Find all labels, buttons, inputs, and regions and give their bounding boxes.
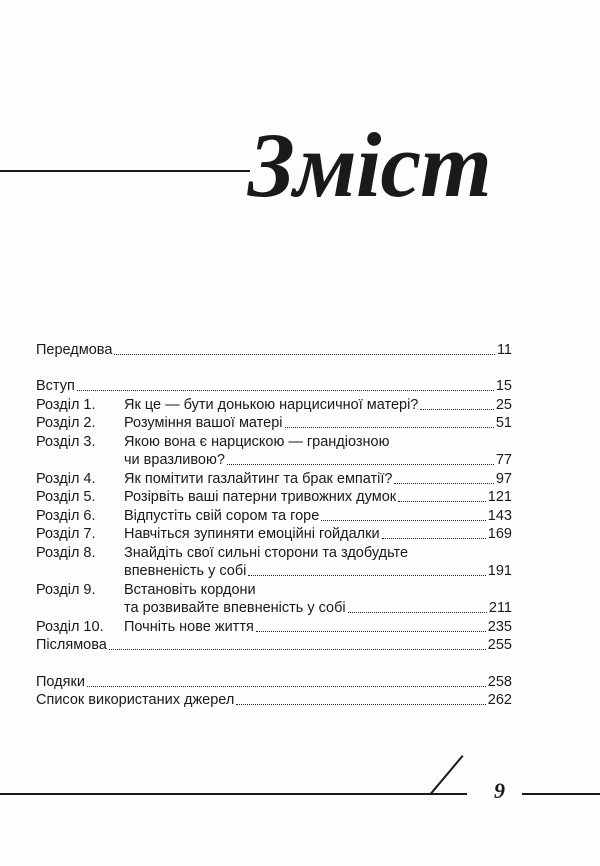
toc-entry-number: Розділ 6. xyxy=(36,507,96,524)
toc-entry-chapter-7[interactable] xyxy=(36,525,512,544)
dot-leader xyxy=(109,649,486,650)
toc-entry-intro[interactable] xyxy=(36,377,512,396)
toc-entry-number: Розділ 2. xyxy=(36,415,96,431)
toc-entry-title: Якою вона є нарцискою — грандіозною xyxy=(124,433,390,450)
toc-entry-page: 97 xyxy=(495,470,512,487)
toc-entry-page: 25 xyxy=(495,396,512,413)
page-number: 9 xyxy=(494,778,505,803)
toc-entry-title: Відпустіть свій сором та горе xyxy=(124,507,320,524)
toc-entry-page: 211 xyxy=(488,600,512,616)
toc-entry-title: Як помітити газлайтинг та брак емпатії? xyxy=(124,470,393,487)
toc-entry-chapter-2[interactable] xyxy=(36,414,512,433)
table-of-contents xyxy=(36,340,512,709)
toc-entry-page: 51 xyxy=(495,415,512,431)
toc-entry-afterword[interactable] xyxy=(36,636,512,655)
toc-entry-title: Післямова xyxy=(36,637,107,653)
dot-leader xyxy=(114,354,495,355)
dot-leader xyxy=(394,483,493,484)
toc-entry-title: Розірвіть ваші патерни тривожних думок xyxy=(124,489,397,505)
toc-entry-acknowledgements[interactable] xyxy=(36,672,512,691)
toc-entry-title-cont: чи вразливою? xyxy=(124,452,225,468)
toc-entry-number: Розділ 5. xyxy=(36,489,96,505)
toc-entry-page: 11 xyxy=(496,341,512,358)
toc-entry-number: Розділ 8. xyxy=(36,544,96,561)
dot-leader xyxy=(285,427,494,428)
toc-entry-chapter-3-cont[interactable] xyxy=(36,451,512,470)
dot-leader xyxy=(236,704,485,705)
footer-rule-left xyxy=(0,793,467,795)
toc-entry-title-cont: та розвивайте впевненість у собі xyxy=(124,600,346,616)
toc-entry-references[interactable] xyxy=(36,691,512,710)
toc-entry-title: Знайдіть свої сильні сторони та здобудьте xyxy=(124,544,409,561)
toc-entry-page: 191 xyxy=(487,563,512,579)
dot-leader xyxy=(420,409,494,410)
footer-slash xyxy=(430,755,464,795)
toc-entry-page: 143 xyxy=(487,507,512,524)
toc-entry-title: Як це — бути донькою нарцисичної матері? xyxy=(124,396,419,413)
dot-leader xyxy=(227,464,494,465)
toc-entry-title: Список використаних джерел xyxy=(36,692,235,708)
toc-entry-page: 121 xyxy=(487,489,512,505)
toc-entry-chapter-10[interactable] xyxy=(36,617,512,636)
toc-entry-number: Розділ 4. xyxy=(36,470,96,487)
toc-entry-number: Розділ 10. xyxy=(36,618,104,635)
toc-entry-chapter-9[interactable] xyxy=(36,580,512,599)
toc-entry-page: 255 xyxy=(487,637,512,653)
toc-entry-preface[interactable] xyxy=(36,340,512,359)
toc-entry-page: 15 xyxy=(495,378,512,394)
dot-leader xyxy=(398,501,486,502)
toc-entry-page: 169 xyxy=(487,526,512,542)
toc-entry-title: Подяки xyxy=(36,673,85,690)
toc-entry-chapter-9-cont[interactable] xyxy=(36,599,512,618)
toc-entry-page: 235 xyxy=(487,618,512,635)
dot-leader xyxy=(77,390,494,391)
toc-entry-title: Почніть нове життя xyxy=(124,618,254,635)
dot-leader xyxy=(248,575,485,576)
dot-leader xyxy=(348,612,487,613)
page-title: Зміст xyxy=(248,114,491,216)
toc-entry-number: Розділ 1. xyxy=(36,396,96,413)
toc-entry-chapter-3[interactable] xyxy=(36,432,512,451)
toc-entry-chapter-8[interactable] xyxy=(36,543,512,562)
toc-entry-number: Розділ 3. xyxy=(36,433,96,450)
toc-entry-title: Навчіться зупиняти емоційні гойдалки xyxy=(124,526,380,542)
toc-entry-chapter-8-cont[interactable] xyxy=(36,562,512,581)
toc-entry-number: Розділ 9. xyxy=(36,581,96,598)
toc-entry-chapter-1[interactable] xyxy=(36,395,512,414)
toc-entry-title: Встановіть кордони xyxy=(124,581,256,598)
dot-leader xyxy=(321,520,486,521)
dot-leader xyxy=(382,538,486,539)
dot-leader xyxy=(256,631,486,632)
toc-entry-page: 258 xyxy=(487,673,512,690)
toc-entry-page: 77 xyxy=(495,452,512,468)
toc-entry-title: Вступ xyxy=(36,378,75,394)
dot-leader xyxy=(87,686,486,687)
toc-entry-chapter-6[interactable] xyxy=(36,506,512,525)
footer-rule-right xyxy=(522,793,600,795)
toc-entry-chapter-5[interactable] xyxy=(36,488,512,507)
toc-entry-chapter-4[interactable] xyxy=(36,469,512,488)
toc-entry-title: Передмова xyxy=(36,341,113,358)
toc-entry-title-cont: впевненість у собі xyxy=(124,563,247,579)
toc-entry-title: Розуміння вашої матері xyxy=(124,415,283,431)
toc-entry-number: Розділ 7. xyxy=(36,526,96,542)
title-rule xyxy=(0,170,250,172)
toc-entry-page: 262 xyxy=(487,692,512,708)
